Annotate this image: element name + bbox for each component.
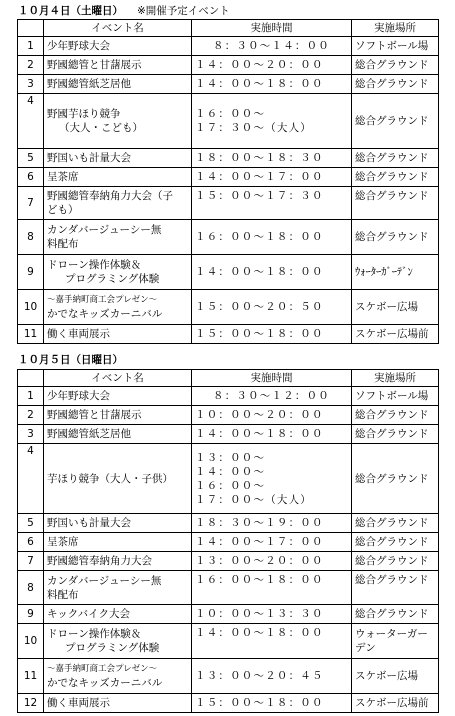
event-place: 総合グラウンド [352,187,439,220]
event-place: 総合グラウンド [352,444,439,514]
event-name-line2: プログラミング体験 [65,273,160,285]
event-name: 野國總管紙芝居他 [44,75,192,94]
event-place: スケボー広場 [352,659,439,694]
row-number: 3 [18,425,44,444]
header-time: 実施時間 [192,370,352,387]
row-number: 3 [18,75,44,94]
header-number [18,370,44,387]
table-row [18,290,439,325]
row-number: 11 [18,325,44,344]
day2-heading [18,353,123,367]
event-time: １４：００～１８：００ [192,255,352,290]
table-row [18,659,439,694]
event-place: 総合グラウンド [352,75,439,94]
event-name-line1: ～嘉手納町商工会プレゼン～ [47,664,158,674]
event-place: ソフトボール場 [352,37,439,56]
table-row [18,325,439,344]
row-number: 1 [18,37,44,56]
row-number: 5 [18,149,44,168]
table-row [18,149,439,168]
event-time: １０：００～２０：００ [192,406,352,425]
header-event: イベント名 [44,20,192,37]
event-time: １８：３０～１９：００ [192,514,352,533]
event-place: 総合グラウンド [352,571,439,605]
event-time: １５：００～１８：００ [192,325,352,344]
event-place: 総合グラウンド [352,168,439,187]
event-place: スケボー広場 [352,290,439,325]
event-name-line2: かでなキッズカーニバル [47,308,163,320]
event-name: 野國總管奉納角力大会 [44,552,192,571]
event-time: １４：００～１８：００ [192,624,352,659]
event-name-line1: ～嘉手納町商工会プレゼン～ [47,295,158,305]
row-number: 11 [18,659,44,694]
table-row [18,694,439,713]
event-name [44,571,192,605]
day1-heading [18,4,230,18]
row-number: 6 [18,533,44,552]
event-name-line2: かでなキッズカーニバル [47,677,163,689]
event-time: １５：００～２０：５０ [192,290,352,325]
event-name: 呈茶席 [44,168,192,187]
event-name [44,187,192,220]
event-name-line1: 野國芋ほり競争 [47,108,121,120]
event-time [192,444,352,514]
event-time-line1: １３：００～ [195,451,266,464]
day1-date: １０月４日（土曜日） [18,5,123,17]
event-time-line2: １４：００～ [195,465,266,478]
event-name: 働く車両展示 [44,325,192,344]
event-place: 総合グラウンド [352,552,439,571]
event-name: 野国いも計量大会 [44,514,192,533]
header-place: 実施場所 [352,20,439,37]
event-time: １０：００～１３：３０ [192,605,352,624]
day2-schedule-table [17,369,439,713]
event-place: 総合グラウンド [352,94,439,149]
event-time: １４：００～１８：００ [192,425,352,444]
table-row [18,605,439,624]
event-name: 芋ほり競争（大人・子供） [44,444,192,514]
table-row [18,425,439,444]
event-name-line2: （大人・こども） [59,122,143,134]
event-name: 野國總管紙芝居他 [44,425,192,444]
table-row [18,187,439,220]
row-number: 6 [18,168,44,187]
event-time-line3: １６：００～ [195,479,266,492]
day2-date: １０月５日（日曜日） [18,354,123,366]
event-name: 少年野球大会 [44,387,192,406]
table-row [18,387,439,406]
event-name [44,659,192,694]
table-row [18,571,439,605]
event-time [192,94,352,149]
event-name-line1: カンダバージューシー無 [47,224,162,236]
table-row [18,220,439,255]
event-name-line2: ども） [47,204,79,216]
row-number: 2 [18,406,44,425]
table-row [18,552,439,571]
event-place [352,624,439,659]
row-number: 7 [18,187,44,220]
event-time: １８：００～１８：３０ [192,149,352,168]
event-place: 総合グラウンド [352,425,439,444]
event-place: 総合グラウンド [352,56,439,75]
header-event: イベント名 [44,370,192,387]
row-number: 4 [18,444,44,514]
event-name: キックバイク大会 [44,605,192,624]
header-time: 実施時間 [192,20,352,37]
event-name [44,624,192,659]
event-name [44,255,192,290]
row-number: 9 [18,255,44,290]
event-name-line1: カンダバージューシー無 [47,574,162,587]
event-name-line1: 野國總管奉納角力大会（子 [47,190,173,202]
table-row [18,514,439,533]
event-name-line2: プログラミング体験 [65,642,160,654]
event-name-line2: 料配布 [47,588,79,601]
event-name-line1: ドローン操作体験＆ [47,628,142,640]
event-time: １４：００～２０：００ [192,56,352,75]
header-place: 実施場所 [352,370,439,387]
event-place: ソフトボール場 [352,387,439,406]
event-time: １４：００～１７：００ [192,533,352,552]
event-place: スケボー広場前 [352,694,439,713]
table-row [18,624,439,659]
row-number: 8 [18,571,44,605]
event-place: 総合グラウンド [352,406,439,425]
header-number [18,20,44,37]
event-time: １３：００～２０：４５ [192,659,352,694]
event-time: １６：００～１８：００ [192,220,352,255]
event-time: １４：００～１７：００ [192,168,352,187]
event-name: 働く車両展示 [44,694,192,713]
row-number: 4 [18,94,44,149]
table-row [18,37,439,56]
row-number: 5 [18,514,44,533]
row-number: 1 [18,387,44,406]
event-place: 総合グラウンド [352,220,439,255]
event-place: スケボー広場前 [352,325,439,344]
event-time: １６：００～１８：００ [192,571,352,605]
day1-note: ※開催予定イベント [137,5,230,17]
table-row [18,444,439,514]
table-header-row [18,20,439,37]
row-number: 12 [18,694,44,713]
event-place: 総合グラウンド [352,149,439,168]
event-name: 野國總管と甘藷展示 [44,406,192,425]
row-number: 9 [18,605,44,624]
event-place: ｳｫｰﾀｰｶﾞｰﾃﾞﾝ [352,255,439,290]
event-place-line1: ウォーターガー [355,628,428,640]
table-row [18,94,439,149]
event-name [44,94,192,149]
table-row [18,533,439,552]
event-time: ８：３０～１２：００ [192,387,352,406]
event-name [44,290,192,325]
table-row [18,406,439,425]
event-place-line2: デン [355,642,376,654]
row-number: 8 [18,220,44,255]
table-row [18,56,439,75]
row-number: 2 [18,56,44,75]
event-time-line1: １６：００～ [195,108,266,120]
event-name-line2: 料配布 [47,238,79,250]
table-header-row [18,370,439,387]
event-name: 野国いも計量大会 [44,149,192,168]
row-number: 7 [18,552,44,571]
table-row [18,168,439,187]
event-time: ８：３０～１４：００ [192,37,352,56]
event-place: 総合グラウンド [352,514,439,533]
event-time: １４：００～１８：００ [192,75,352,94]
event-time: １３：００～２０：００ [192,552,352,571]
event-name: 野國總管と甘藷展示 [44,56,192,75]
event-place: 総合グラウンド [352,605,439,624]
event-time-line4: １７：００～（大人） [195,493,312,506]
event-name-line1: ドローン操作体験＆ [47,259,142,271]
event-place: 総合グラウンド [352,533,439,552]
row-number: 10 [18,624,44,659]
event-name [44,220,192,255]
row-number: 10 [18,290,44,325]
event-time-line2: １７：３０～（大人） [195,122,312,134]
table-row [18,75,439,94]
table-row [18,255,439,290]
day1-schedule-table [17,19,439,344]
event-name: 呈茶席 [44,533,192,552]
event-time: １５：００～１８：００ [192,694,352,713]
event-name: 少年野球大会 [44,37,192,56]
event-time: １５：００～１７：３０ [192,187,352,220]
